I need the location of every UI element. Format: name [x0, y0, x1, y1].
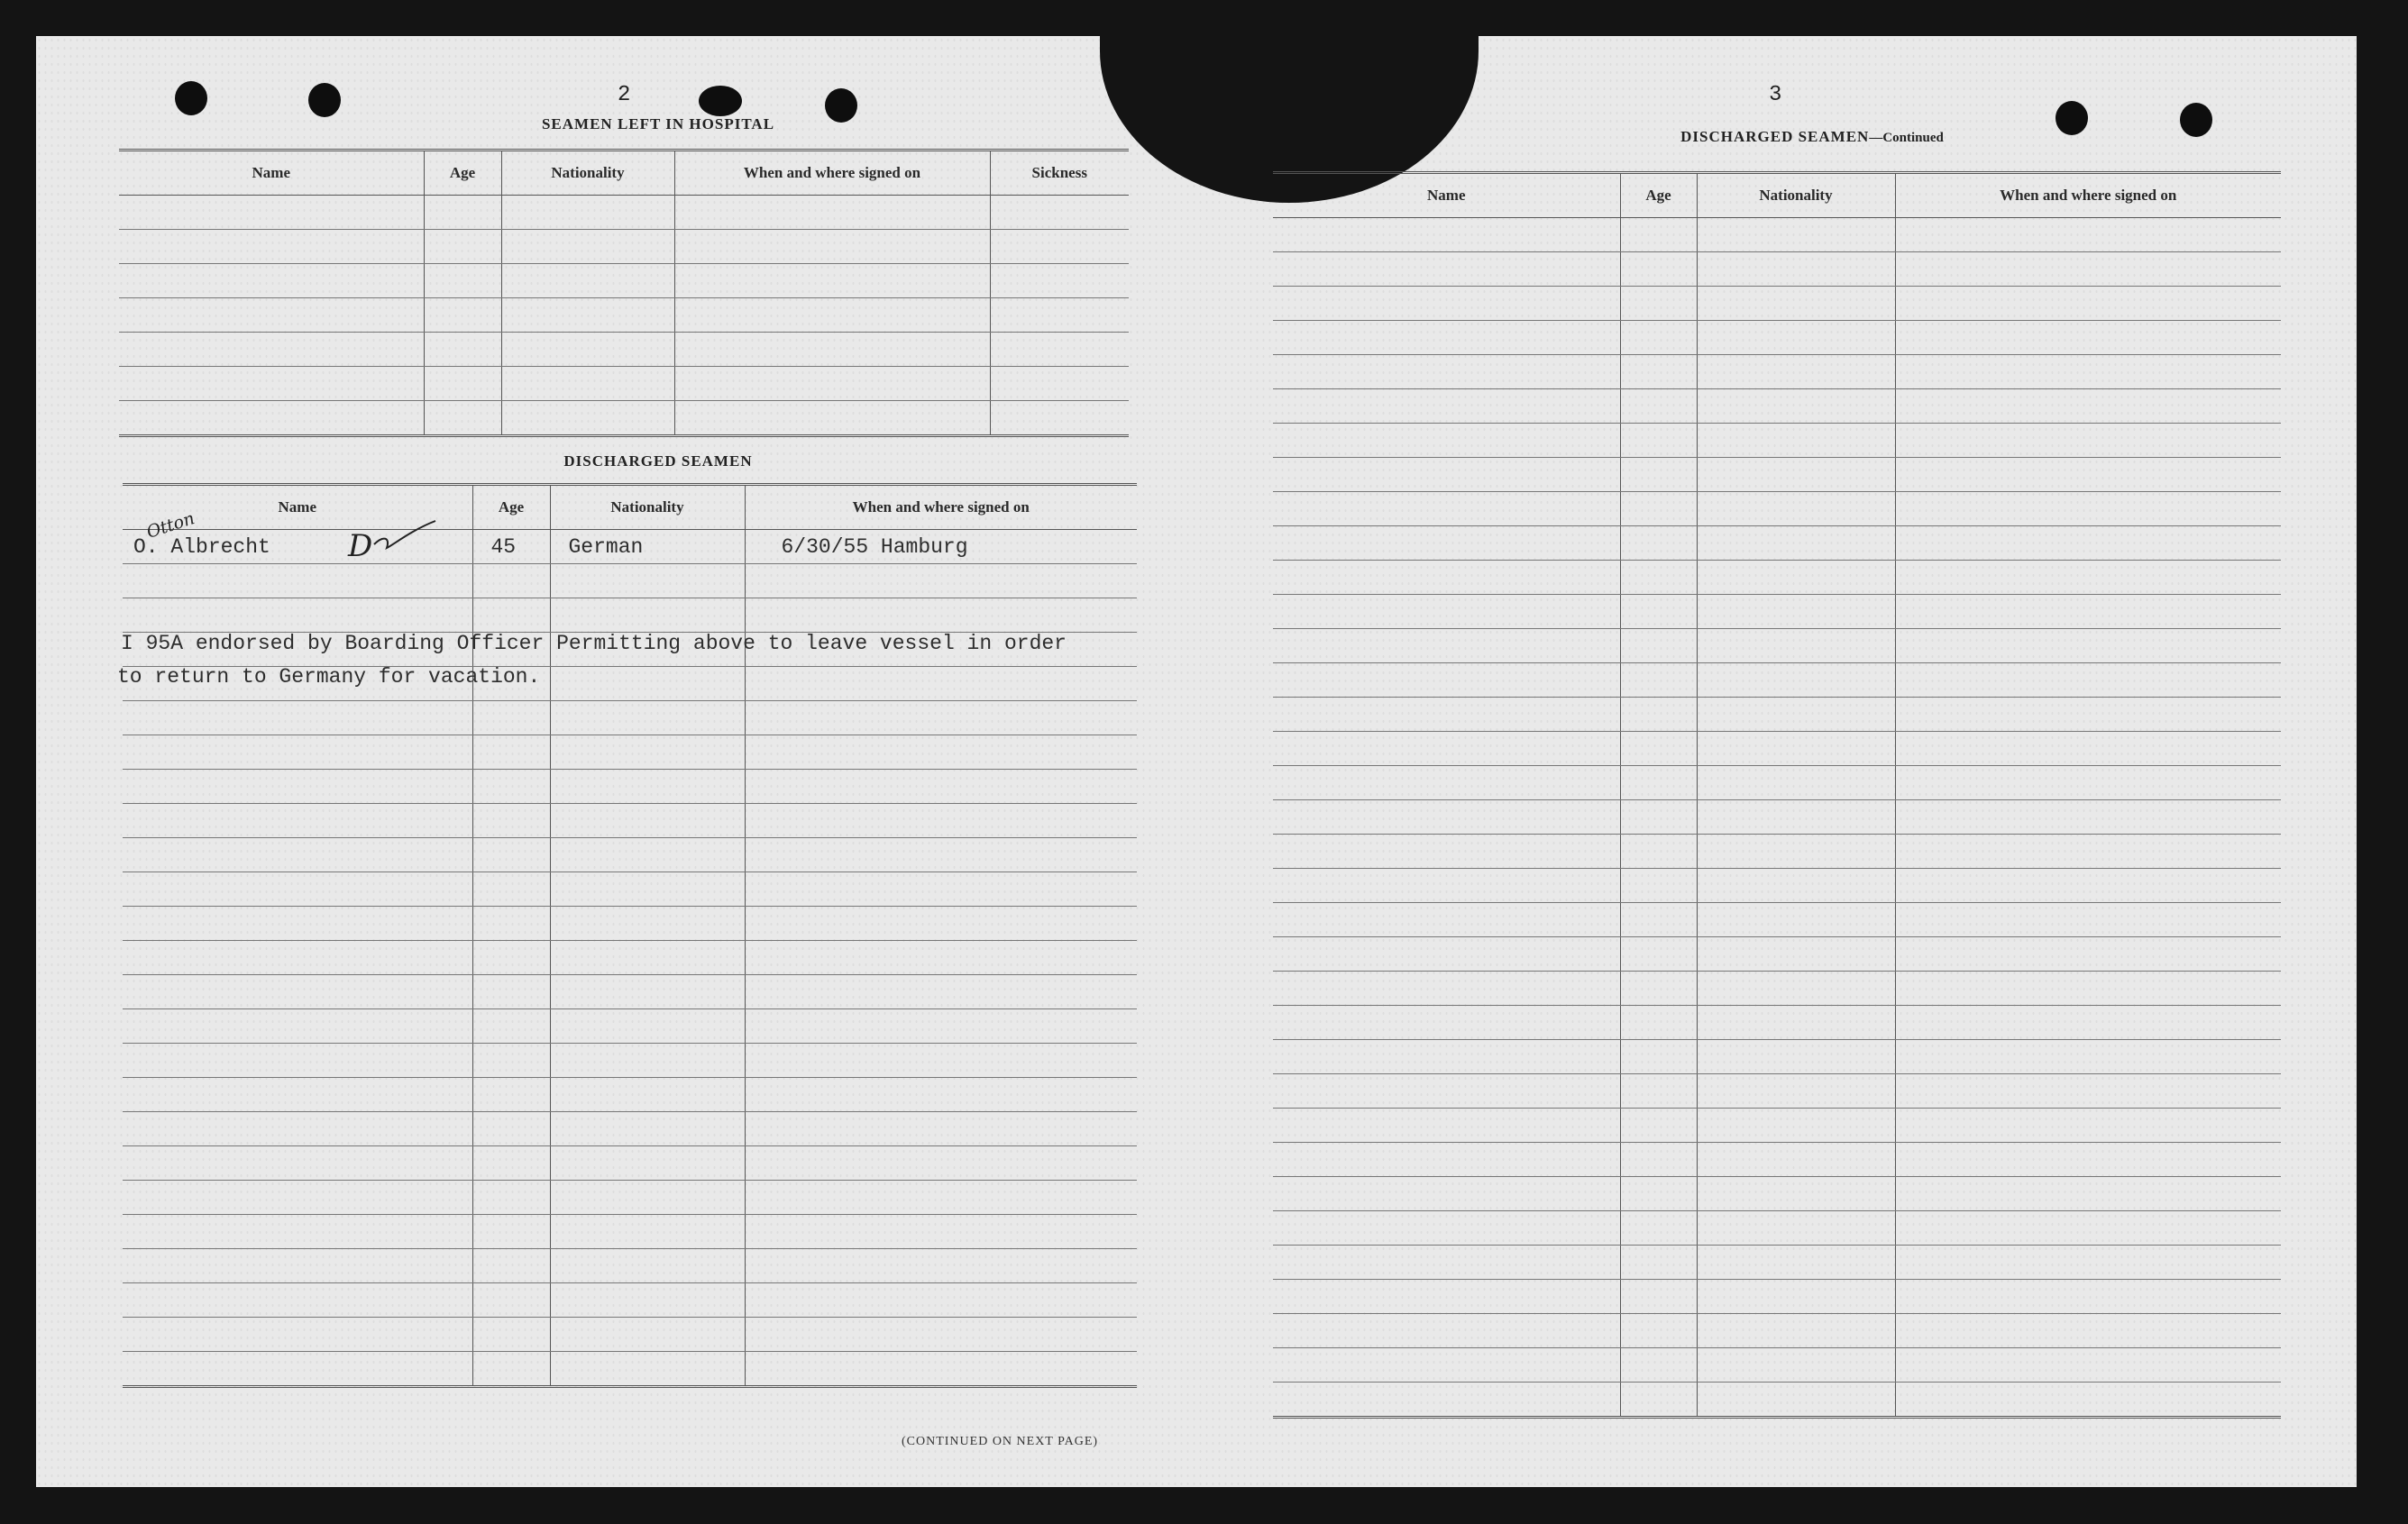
table-row: [123, 872, 1137, 907]
table-row: [1273, 458, 2281, 492]
hospital-section-title: SEAMEN LEFT IN HOSPITAL: [541, 115, 775, 132]
table-row: [119, 196, 1129, 230]
table-row: [1273, 355, 2281, 389]
table-row: [123, 975, 1137, 1009]
table-row: [123, 838, 1137, 872]
table-row: [119, 264, 1129, 298]
handwritten-squiggle: [371, 517, 443, 553]
handwritten-mark: D: [348, 528, 373, 564]
table-row: [1273, 629, 2281, 663]
table-row: [123, 1249, 1137, 1283]
table-row: [1273, 903, 2281, 937]
table-row: [1273, 1211, 2281, 1246]
seaman-name: O. Albrecht: [133, 534, 270, 559]
remark-line-2: to return to Germany for vacation.: [117, 665, 541, 689]
discharged-section-title: DISCHARGED SEAMEN: [563, 452, 753, 470]
table-row: [1273, 1314, 2281, 1348]
column-header-sickness: Sickness: [990, 151, 1129, 196]
table-row: [123, 770, 1137, 804]
table-row: [1273, 732, 2281, 766]
hospital-table: [119, 149, 1129, 437]
column-header-signed-on: When and where signed on: [745, 485, 1137, 530]
table-row: [1273, 663, 2281, 698]
seaman-age: 45: [472, 530, 550, 564]
table-row: [1273, 835, 2281, 869]
table-row: [1273, 1074, 2281, 1109]
column-header-name: Name: [123, 485, 472, 530]
table-row: [1273, 1006, 2281, 1040]
table-row: [119, 367, 1129, 401]
punch-hole: [175, 81, 207, 115]
table-row: [1273, 389, 2281, 424]
table-header-row: [123, 485, 1137, 530]
column-header-nationality: Nationality: [1697, 173, 1895, 218]
table-row: [123, 1078, 1137, 1112]
table-row: [119, 333, 1129, 367]
discharged-table: [123, 483, 1137, 1388]
seaman-signed-on: 6/30/55 Hamburg: [745, 530, 1137, 564]
table-row: [123, 1009, 1137, 1044]
table-row: [119, 401, 1129, 436]
table-row: [1273, 526, 2281, 561]
table-row: [1273, 800, 2281, 835]
column-header-name: Name: [119, 151, 424, 196]
table-row: [123, 1181, 1137, 1215]
table-row: [123, 701, 1137, 735]
table-row: [119, 230, 1129, 264]
table-row: [123, 1112, 1137, 1146]
page-number-right: 3: [1769, 83, 1782, 107]
table-row: [1273, 287, 2281, 321]
table-row: [123, 564, 1137, 598]
table-row: [1273, 252, 2281, 287]
punch-hole: [308, 83, 341, 117]
table-row: [1273, 1280, 2281, 1314]
discharged-continued-table: [1273, 171, 2281, 1419]
table-row: [1273, 698, 2281, 732]
column-header-nationality: Nationality: [550, 485, 745, 530]
table-row: [1273, 1177, 2281, 1211]
remark-line-1: I 95A endorsed by Boarding Officer Permitting above to leave vessel in order: [121, 632, 1067, 655]
table-row: [1273, 595, 2281, 629]
table-row: [1273, 869, 2281, 903]
handwritten-first-name: Otton: [143, 508, 197, 543]
table-header-row: [119, 151, 1129, 196]
table-row: [1273, 424, 2281, 458]
document-sheet: [36, 36, 2357, 1487]
table-row: [123, 1352, 1137, 1387]
page-number-left: 2: [618, 83, 631, 107]
table-row: [123, 1215, 1137, 1249]
table-row: [123, 1318, 1137, 1352]
table-row: [1273, 972, 2281, 1006]
table-row: [123, 907, 1137, 941]
column-header-age: Age: [424, 151, 501, 196]
title-main: DISCHARGED SEAMEN: [1680, 128, 1870, 145]
title-suffix: —Continued: [1869, 131, 1944, 145]
table-row: [1273, 321, 2281, 355]
table-row: [123, 1044, 1137, 1078]
table-row: [123, 530, 1137, 564]
seaman-nationality: German: [550, 530, 745, 564]
column-header-signed-on: When and where signed on: [674, 151, 990, 196]
table-row: [1273, 1143, 2281, 1177]
table-row: [123, 1283, 1137, 1318]
seaman-name-cell: [123, 508, 472, 564]
table-row: [1273, 1383, 2281, 1418]
table-row: [123, 1146, 1137, 1181]
table-row: [1273, 937, 2281, 972]
table-row: [1273, 1348, 2281, 1383]
table-row: [1273, 561, 2281, 595]
table-row: [123, 941, 1137, 975]
column-header-name: Name: [1273, 173, 1620, 218]
column-header-nationality: Nationality: [501, 151, 674, 196]
punch-hole: [699, 86, 742, 116]
table-row: [123, 735, 1137, 770]
table-header-row: [1273, 173, 2281, 218]
table-row: [119, 298, 1129, 333]
column-header-signed-on: When and where signed on: [1895, 173, 2281, 218]
table-row: [1273, 1040, 2281, 1074]
discharged-continued-title: [1298, 128, 2326, 146]
column-header-age: Age: [472, 485, 550, 530]
continued-footer: (CONTINUED ON NEXT PAGE): [902, 1435, 1099, 1448]
table-row: [1273, 1246, 2281, 1280]
table-row: [1273, 492, 2281, 526]
table-row: [123, 804, 1137, 838]
table-row: [1273, 218, 2281, 252]
table-row: [1273, 766, 2281, 800]
column-header-age: Age: [1620, 173, 1697, 218]
table-row: [1273, 1109, 2281, 1143]
